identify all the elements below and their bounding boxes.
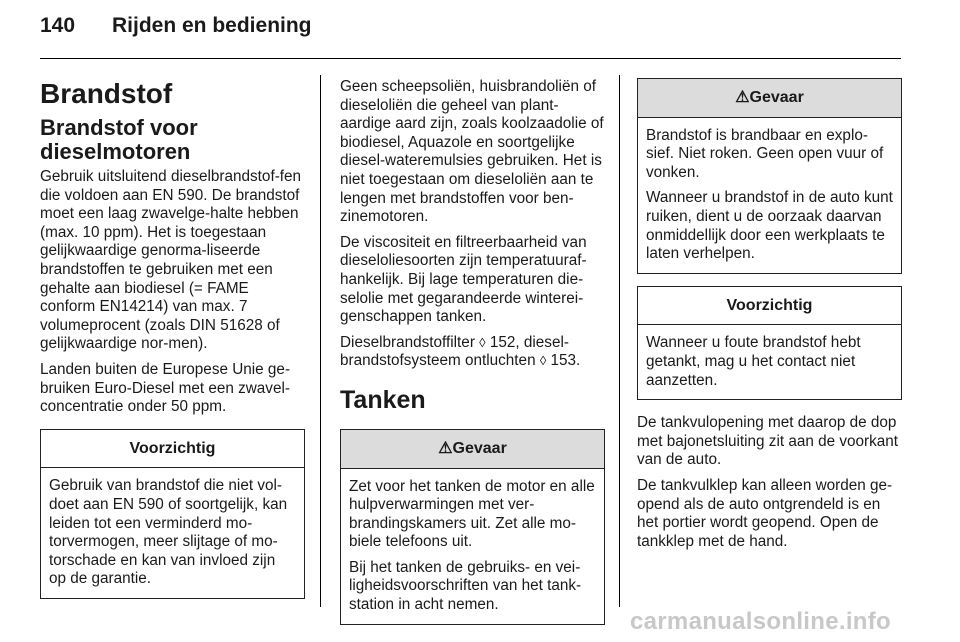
section-heading: Tanken [340,385,426,414]
caution-box [637,286,902,400]
text-run: 153. [546,352,581,370]
caution-box [40,429,305,599]
danger-box [637,78,902,274]
caution-text: Gebruik van brandstof die niet vol-doet aan EN 590 of soortgelijk, kan leiden tot een verminderd mo-torvermogen, meer slijtage of mo-torschade en kan van invloed zijn op de garantie. [49,477,288,588]
paragraph-crossref [340,334,605,371]
watermark: carmanualsonline.info [630,608,892,635]
paragraph: Geen scheepsoliën, huisbrandoliën of dieseloliën die geheel van plant-aardige aard zijn, zoals koolzaadolie of biodiesel, Aquazole en soortgelijke diesel-wateremulsies gebruiken. Het is niet toegestaan om dieseloliën aan te lengen met brandstoffen voor ben-zinemotoren. [340,78,604,226]
warning-icon: ⚠ [735,89,750,106]
caution-title: Voorzichtig [41,430,304,469]
column-divider-1 [320,75,321,607]
danger-box [340,429,605,625]
danger-label: Gevaar [452,439,507,457]
paragraph: Landen buiten de Europese Unie ge-bruiken Euro-Diesel met een zwavel-concentratie onder 50 ppm. [40,360,291,416]
sub-heading: Brandstof voor dieselmotoren [40,115,198,164]
text-run: 152, diesel-brandstofsysteem ontluchten [340,333,569,370]
danger-text: Brandstof is brandbaar en explo-sief. Niet roken. Geen open vuur of vonken. [646,126,884,181]
paragraph: De tankvulklep kan alleen worden ge-opend als de auto ontgrendeld is en het portier wordt geopend. Open de tankklep met de hand. [637,476,893,550]
danger-title [638,79,901,118]
warning-icon: ⚠ [438,439,453,457]
text-run: Dieselbrandstoffilter [340,333,480,351]
page-heading: Brandstof [40,78,173,109]
page-ref-icon: ◊ [539,353,547,369]
danger-title [341,430,604,469]
danger-text: Wanneer u brandstof in de auto kunt ruiken, dient u de oorzaak daarvan onmiddellijk door een werkplaats te laten verhelpen. [646,189,893,263]
column-2 [340,78,605,635]
column-divider-2 [619,75,620,607]
paragraph: De viscositeit en filtreerbaarheid van dieseloliesoorten zijn temperatuuraf-hankelijk. Bij lage temperaturen die-selolie met gegarandeerde winterei-genschappen tanken. [340,233,587,326]
danger-label: Gevaar [749,89,804,106]
header-rule [40,58,901,59]
danger-text: Bij het tanken de gebruiks- en vei-ligheidsvoorschriften van het tank-station in acht nemen. [349,558,582,614]
caution-text: Wanneer u foute brandstof hebt getankt, mag u het contact niet aanzetten. [646,334,861,389]
danger-text: Zet voor het tanken de motor en alle hulpverwarmingen met ver-brandingskamers uit. Zet alle mo-biele telefoons uit. [349,477,595,551]
caution-title: Voorzichtig [638,287,901,326]
page-ref-icon: ◊ [479,334,486,350]
column-1 [40,78,305,609]
paragraph: Gebruik uitsluitend dieselbrandstof-fen die voldoen aan EN 590. De brandstof moet een laag zwavelge-halte hebben (max. 10 ppm). Het is toegestaan gelijkwaardige genorma-liseerde brandstoffen te gebruiken met een gehalte aan biodiesel (= FAME conform EN14214) van max. 7 volumeprocent (zoals DIN 51628 of gelijkwaardige nor-men). [40,168,302,353]
section-title: Rijden en bediening [112,14,312,37]
page-number: 140 [40,14,76,37]
column-3 [637,78,902,558]
paragraph: De tankvulopening met daarop de dop met bajonetsluiting zit aan de voorkant van de auto. [637,414,899,469]
